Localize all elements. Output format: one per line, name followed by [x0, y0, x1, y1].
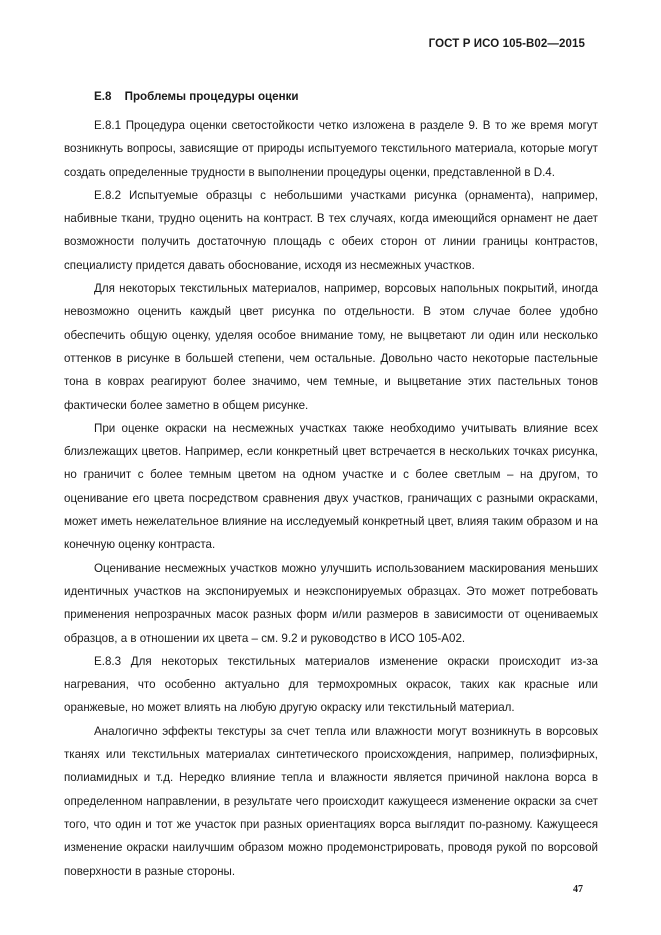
section-number: Е.8 — [94, 90, 112, 103]
paragraph-e-8-3: Е.8.3 Для некоторых текстильных материалов изменение окраски происходит из-за нагревания, что особенно актуально для термохромных окрасок, таких как красные или оранжевые, но может влиять на любую другую окраску или текстильный материал. — [64, 654, 598, 715]
section-title: Проблемы процедуры оценки — [124, 90, 299, 103]
paragraph-e-8-2: Е.8.2 Испытуемые образцы с небольшими участками рисунка (орнамента), например, набивные ткани, трудно оценить на контраст. В тех случаях, когда имеющийся орнамент не дает возможности получить достаточную площадь с обеих сторон от линии границы контрастов, специалисту придется давать обоснование, исходя из несмежных участков. — [64, 188, 598, 272]
page-body — [64, 90, 598, 883]
paragraph-pile-floor-coverings: Для некоторых текстильных материалов, например, ворсовых напольных покрытий, иногда невозможно оценить каждый цвет рисунка по отдельности. В этом случае более удобно обеспечить общую оценку, уделяя особое внимание тому, не выцветают ли один или несколько оттенков в рисунке в большей степени, чем остальные. Довольно часто некоторые пастельные тона в коврах реагируют более значимо, чем темные, и выцветание этих пастельных тонов фактически более заметно в общем рисунке. — [64, 282, 598, 412]
paragraph-e-8-1: Е.8.1 Процедура оценки светостойкости четко изложена в разделе 9. В то же время могут возникнуть вопросы, зависящие от природы испытуемого текстильного материала, которые могут создать определенные трудности в выполнении процедуры оценки, представленной в D.4. — [64, 119, 598, 179]
section-heading — [64, 90, 598, 104]
paragraph-adjacent-colours: При оценке окраски на несмежных участках также необходимо учитывать влияние всех близлежащих цветов. Например, если конкретный цвет встречается в нескольких точках рисунка, но граничит с более темным цветом на одном участке и с более светлым – на другом, то оценивание его цвета посредством сравнения двух участков, граничащих с разными окрасками, может иметь нежелательное влияние на исследуемый конкретный цвет, влияя таким образом и на конечную оценку контраста. — [64, 421, 598, 552]
document-header-code: ГОСТ Р ИСО 105-В02—2015 — [428, 38, 585, 50]
page-number: 47 — [573, 884, 583, 895]
paragraph-masking: Оценивание несмежных участков можно улучшить использованием маскирования меньших идентичных участков на экспонируемых и неэкспонируемых образцах. Это может потребовать применения непрозрачных масок разных форм и/или размеров в зависимости от оцениваемых образцов, а в отношении их цвета – см. 9.2 и руководство в ИСО 105-А02. — [64, 561, 598, 645]
paragraph-texture-effects: Аналогично эффекты текстуры за счет тепла или влажности могут возникнуть в ворсовых тканях или текстильных материалах синтетического происхождения, например, полиэфирных, полиамидных и т.д. Нередко влияние тепла и влажности является причиной наклона ворса в определенном направлении, в результате чего происходит кажущееся изменение окраски за счет того, что один и тот же участок при разных ориентациях ворса выглядит по-разному. Кажущееся изменение окраски наилучшим образом можно продемонстрировать, проводя рукой по ворсовой поверхности в разные стороны. — [64, 724, 598, 878]
